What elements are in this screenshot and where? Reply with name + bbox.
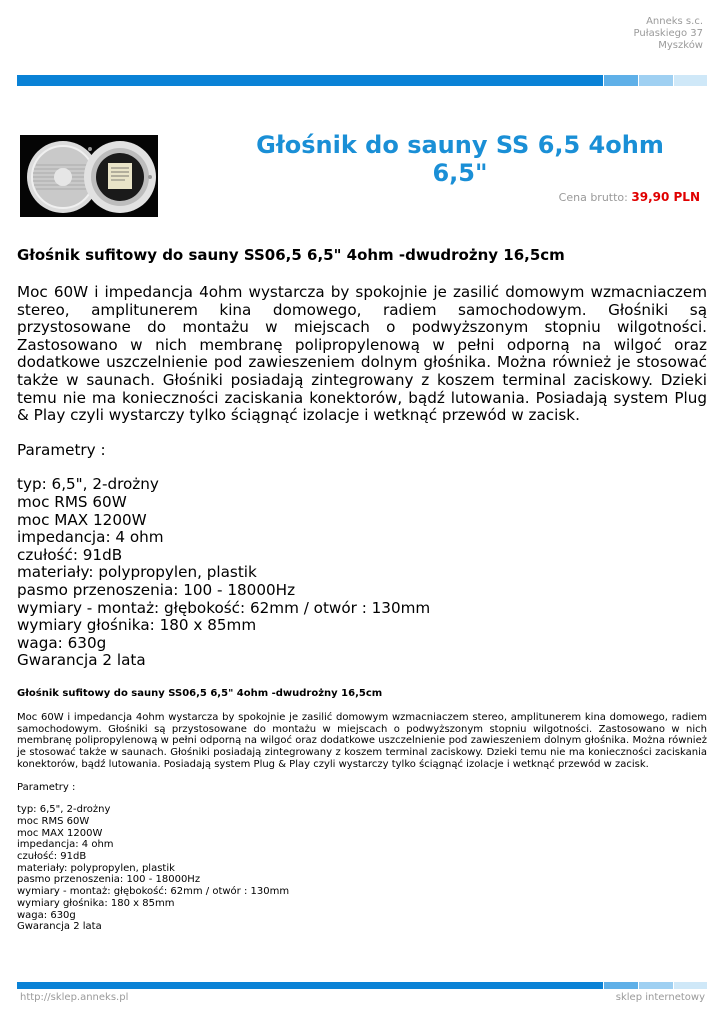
product-title-line1: Głośnik do sauny SS 6,5 4ohm [256, 131, 664, 159]
company-address [634, 16, 703, 52]
header-divider-bar [17, 75, 707, 86]
param-item-small: impedancja: 4 ohm [17, 839, 114, 851]
param-item: Gwarancja 2 lata [17, 651, 146, 670]
footer-url[interactable]: http://sklep.anneks.pl [20, 992, 129, 1003]
param-item-small: waga: 630g [17, 909, 76, 921]
product-title [235, 131, 685, 187]
company-city: Myszków [658, 40, 703, 51]
price-block [559, 190, 700, 204]
description-small [17, 687, 707, 933]
param-item: czułość: 91dB [17, 545, 123, 564]
footer-label: sklep internetowy [615, 992, 705, 1003]
description-heading: Głośnik sufitowy do sauny SS06,5 6,5" 4ohm -dwudrożny 16,5cm [17, 246, 565, 264]
param-item-small: materiały: polypropylen, plastik [17, 862, 175, 874]
param-item-small: wymiary głośnika: 180 x 85mm [17, 897, 175, 909]
param-item: moc RMS 60W [17, 492, 127, 511]
params-title: Parametry : [17, 440, 106, 459]
description-text-small: Moc 60W i impedancja 4ohm wystarcza by spokojnie je zasilić domowym wzmacniaczem stereo, amplitunerem kina domowego, radiem samochodowym. Głośniki są przystosowane do montażu w miejscach o podwyższonym stopniu wilgotności. Zastosowano w nich membranę polipropylenową w pełni odporną na wilgoć oraz dodatkowe uszczelnienie pod zawieszeniem dolnym głośnika. Można również je stosować także w saunach. Głośniki posiadają zintegrowany z koszem terminal zaciskowy. Dzieki temu nie ma konieczności zaciskania konektorów, bądź lutowania. Posiadają system Plug & Play czyli wystarczy tylko ściągnąć izolacje i wetknąć przewód w zacisk. [17, 712, 707, 770]
param-item: wymiary - montaż: głębokość: 62mm / otwór : 130mm [17, 598, 431, 617]
params-list [17, 476, 707, 670]
param-item-small: czułość: 91dB [17, 851, 87, 863]
description-large [17, 245, 707, 670]
product-title-line2: 6,5" [432, 159, 488, 187]
description-heading-small: Głośnik sufitowy do sauny SS06,5 6,5" 4ohm -dwudrożny 16,5cm [17, 688, 383, 699]
price-label: Cena brutto: [558, 191, 628, 204]
footer-divider-bar [17, 982, 707, 989]
param-item-small: moc RMS 60W [17, 815, 90, 827]
param-item: impedancja: 4 ohm [17, 528, 164, 547]
param-item: materiały: polypropylen, plastik [17, 563, 257, 582]
params-list-small [17, 804, 707, 933]
param-item: wymiary głośnika: 180 x 85mm [17, 616, 257, 635]
params-title-small: Parametry : [17, 781, 76, 793]
param-item-small: typ: 6,5", 2-drożny [17, 804, 111, 816]
price-value: 39,90 PLN [631, 190, 700, 204]
param-item: typ: 6,5", 2-drożny [17, 475, 159, 494]
param-item-small: wymiary - montaż: głębokość: 62mm / otwór : 130mm [17, 886, 290, 898]
param-item-small: Gwarancja 2 lata [17, 921, 102, 933]
company-street: Pułaskiego 37 [633, 28, 703, 39]
description-text: Moc 60W i impedancja 4ohm wystarcza by spokojnie je zasilić domowym wzmacniaczem stereo, amplitunerem kina domowego, radiem samochodowym. Głośniki są przystosowane do montażu w miejscach o podwyższonym stopniu wilgotności. Zastosowano w nich membranę polipropylenową w pełni odporną na wilgoć oraz dodatkowe uszczelnienie pod zawieszeniem dolnym głośnika. Można również je stosować także w saunach. Głośniki posiadają zintegrowany z koszem terminal zaciskowy. Dzieki temu nie ma konieczności zaciskania konektorów, bądź lutowania. Posiadają system Plug & Play czyli wystarczy tylko ściągnąć izolacje i wetknąć przewód w zacisk. [17, 283, 707, 425]
product-photo [20, 135, 158, 217]
param-item: pasmo przenoszenia: 100 - 18000Hz [17, 580, 296, 599]
param-item: waga: 630g [17, 633, 107, 652]
param-item-small: pasmo przenoszenia: 100 - 18000Hz [17, 874, 201, 886]
param-item-small: moc MAX 1200W [17, 827, 103, 839]
param-item: moc MAX 1200W [17, 510, 147, 529]
company-name: Anneks s.c. [646, 16, 703, 27]
